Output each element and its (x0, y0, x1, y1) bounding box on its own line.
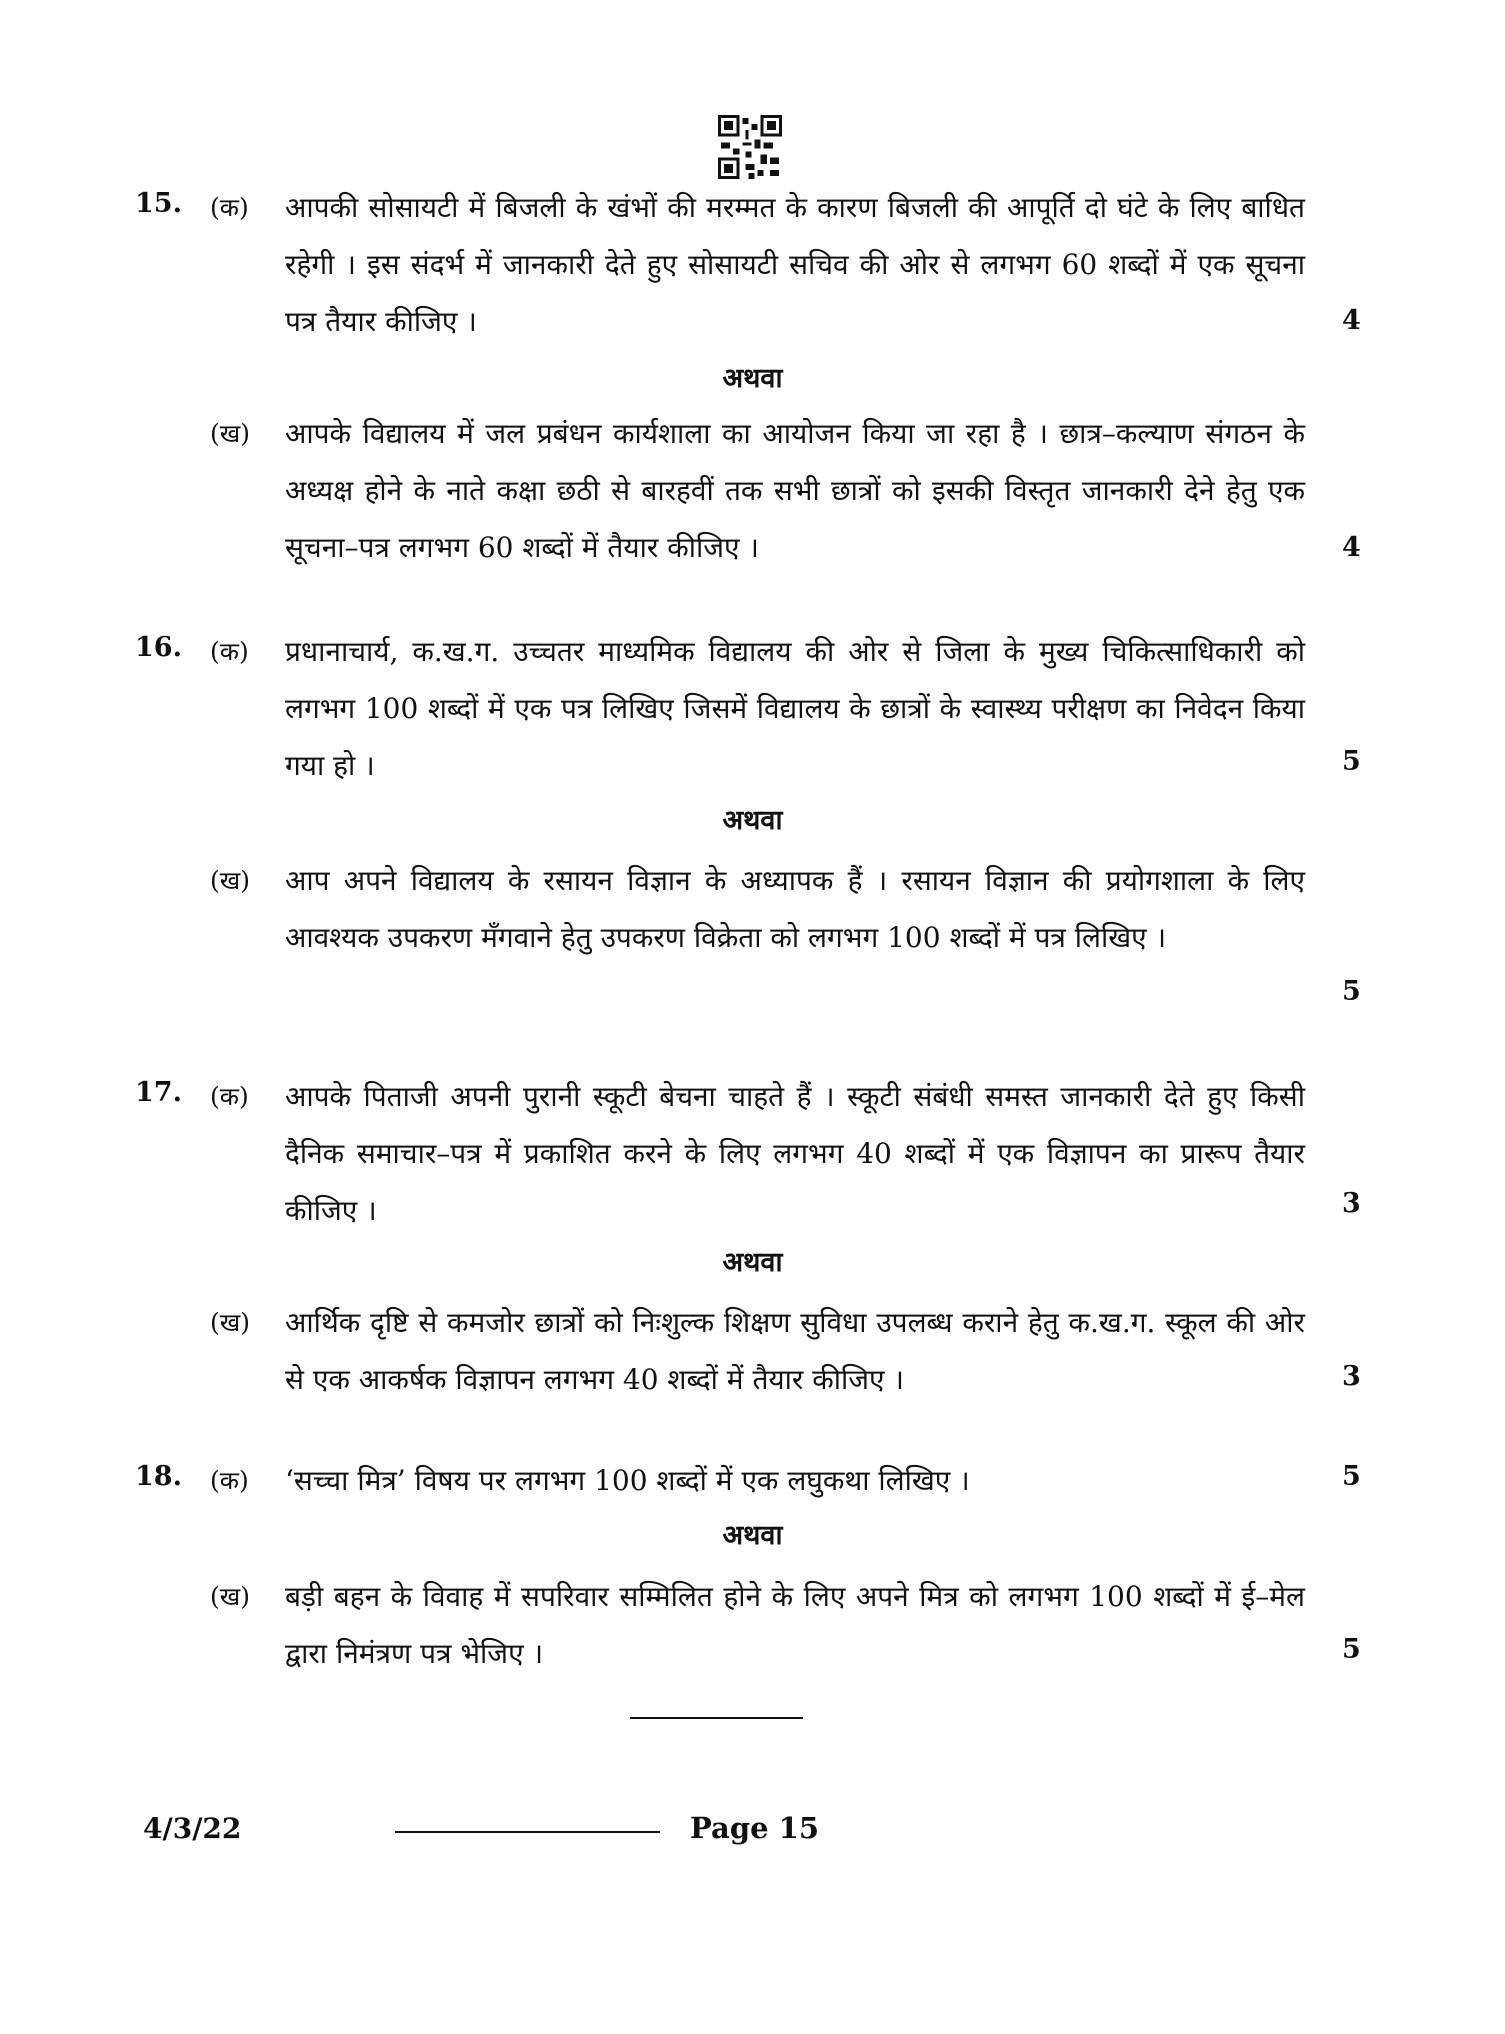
marks: 3 (1342, 1361, 1361, 1392)
page-number: Page 15 (690, 1811, 819, 1845)
question-number: 15. (135, 188, 182, 219)
marks: 4 (1342, 532, 1361, 563)
or-label: अथवा (722, 805, 783, 836)
marks: 5 (1342, 1634, 1361, 1665)
footer-divider (395, 1831, 660, 1833)
marks: 5 (1342, 976, 1361, 1007)
option-b-label: (ख) (210, 1582, 250, 1611)
marks: 4 (1342, 305, 1361, 336)
question-number: 16. (135, 632, 182, 663)
option-a-label: (क) (210, 193, 249, 222)
question-18b-text: बड़ी बहन के विवाह में सपरिवार सम्मिलित होने के लिए अपने मित्र को लगभग 100 शब्दों में ई–मेल द्वारा निमंत्रण पत्र भेजिए । (285, 1580, 1305, 1670)
or-label: अथवा (722, 363, 783, 394)
marks: 5 (1342, 746, 1361, 777)
option-a-label: (क) (210, 637, 249, 666)
question-number: 18. (135, 1461, 182, 1492)
question-15b-text: आपके विद्यालय में जल प्रबंधन कार्यशाला का आयोजन किया जा रहा है । छात्र–कल्याण संगठन के अध्यक्ष होने के नाते कक्षा छठी से बारहवीं तक सभी छात्रों को इसकी विस्तृत जानकारी देने हेतु एक सूचना–पत्र लगभग 60 शब्दों में तैयार कीजिए । (285, 417, 1305, 564)
option-a-label: (क) (210, 1466, 249, 1495)
question-18a-text: ‘सच्चा मित्र’ विषय पर लगभग 100 शब्दों में एक लघुकथा लिखिए । (285, 1464, 970, 1497)
question-17a-text: आपके पिताजी अपनी पुरानी स्कूटी बेचना चाहते हैं । स्कूटी संबंधी समस्त जानकारी देते हुए किसी दैनिक समाचार–पत्र में प्रकाशित करने के लिए लगभग 40 शब्दों में एक विज्ञापन का प्रारूप तैयार कीजिए । (285, 1080, 1305, 1227)
option-b-label: (ख) (210, 1308, 250, 1337)
marks: 5 (1342, 1461, 1361, 1492)
option-a-label: (क) (210, 1082, 249, 1111)
or-label: अथवा (722, 1520, 783, 1551)
marks: 3 (1342, 1188, 1361, 1219)
question-16b-text: आप अपने विद्यालय के रसायन विज्ञान के अध्यापक हैं । रसायन विज्ञान की प्रयोगशाला के लिए आवश्यक उपकरण मँगवाने हेतु उपकरण विक्रेता को लगभग 100 शब्दों में पत्र लिखिए । (285, 864, 1305, 954)
option-b-label: (ख) (210, 419, 250, 448)
question-15a-text: आपकी सोसायटी में बिजली के खंभों की मरम्मत के कारण बिजली की आपूर्ति दो घंटे के लिए बाधित रहेगी । इस संदर्भ में जानकारी देते हुए सोसायटी सचिव की ओर से लगभग 60 शब्दों में एक सूचना पत्र तैयार कीजिए । (285, 191, 1305, 338)
question-number: 17. (135, 1077, 182, 1108)
option-b-label: (ख) (210, 866, 250, 895)
paper-code: 4/3/22 (143, 1812, 242, 1845)
question-16a-text: प्रधानाचार्य, क.ख.ग. उच्चतर माध्यमिक विद्यालय की ओर से जिला के मुख्य चिकित्साधिकारी को लगभग 100 शब्दों में एक पत्र लिखिए जिसमें विद्यालय के छात्रों के स्वास्थ्य परीक्षण का निवेदन किया गया हो । (285, 635, 1305, 782)
qr-code-icon (718, 115, 782, 179)
question-17b-text: आर्थिक दृष्टि से कमजोर छात्रों को निःशुल्क शिक्षण सुविधा उपलब्ध कराने हेतु क.ख.ग. स्कूल की ओर से एक आकर्षक विज्ञापन लगभग 40 शब्दों में तैयार कीजिए । (285, 1306, 1305, 1396)
end-divider (630, 1717, 803, 1719)
or-label: अथवा (722, 1247, 783, 1278)
